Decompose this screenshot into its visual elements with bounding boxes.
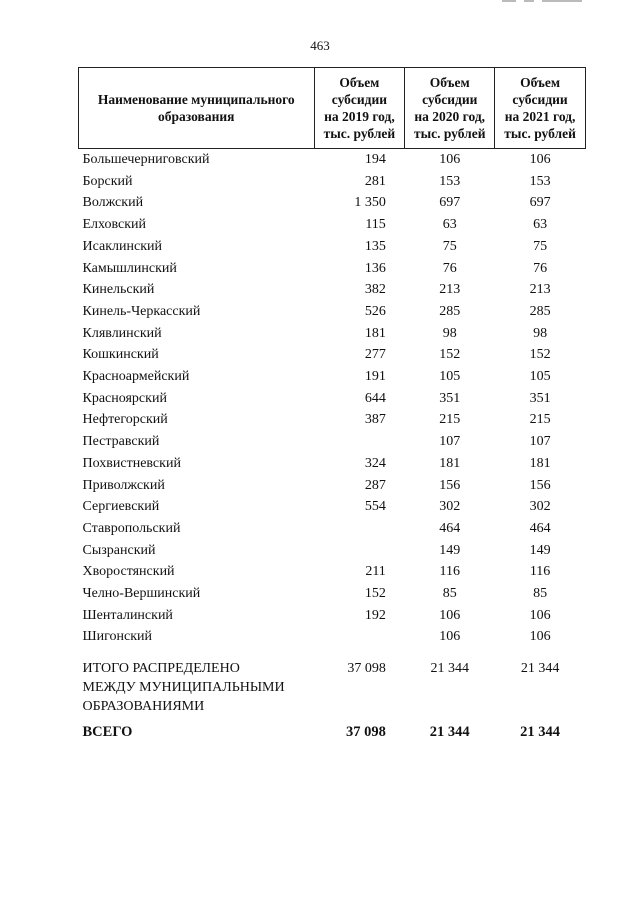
value-2020-cell: 76 [442,260,457,276]
value-2021-cell: 106 [529,629,551,645]
value-2020-cell: 464 [439,520,461,536]
value-2021-cell: 302 [529,499,551,515]
total-2019: 37 098 [345,724,386,741]
value-2019-cell: 181 [364,325,386,341]
table-row [79,258,586,280]
summary-2019: 37 098 [347,661,386,677]
value-2020-cell: 181 [439,455,461,471]
summary-row [79,659,586,717]
value-2019-cell: 324 [364,455,386,471]
table-row [79,475,586,497]
value-2020-cell: 105 [439,369,461,385]
municipality-cell: Челно-Вершинский [82,586,201,602]
value-2019-cell: 281 [364,173,386,189]
value-2021-cell: 63 [533,217,548,233]
value-2019-cell [314,540,405,562]
table-header-row [79,68,586,149]
municipality-cell: Волжский [82,195,144,211]
municipality-cell: Сергиевский [82,499,160,515]
table-row [79,518,586,540]
value-2020-cell: 63 [442,217,457,233]
value-2021-cell: 76 [533,260,548,276]
value-2020-cell: 152 [439,347,461,363]
municipality-cell: Пестравский [82,434,160,450]
value-2019-cell: 644 [364,390,386,406]
spacer-row [79,648,586,659]
value-2021-cell: 98 [533,325,548,341]
value-2020-cell: 149 [439,542,461,558]
table-row [79,236,586,258]
value-2020-cell: 302 [439,499,461,515]
value-2019-cell: 211 [365,564,386,580]
municipality-cell: Исаклинский [82,238,162,254]
table-row [79,171,586,193]
value-2019-cell: 136 [364,260,386,276]
value-2019-cell: 194 [364,152,386,167]
total-label: ВСЕГО [82,724,133,741]
municipality-cell: Приволжский [82,477,165,493]
value-2021-cell: 106 [529,152,551,167]
municipality-cell: Камышлинский [82,260,177,276]
municipality-cell: Нефтегорский [82,412,168,428]
value-2021-cell: 351 [529,390,551,406]
value-2019-cell: 526 [364,303,386,319]
value-2020-cell: 85 [442,586,457,602]
value-2020-cell: 98 [442,325,457,341]
municipality-cell: Кошкинский [82,347,159,363]
value-2021-cell: 106 [529,607,551,623]
value-2021-cell: 156 [529,477,551,493]
value-2020-cell: 351 [439,390,461,406]
value-2021-cell: 152 [529,347,551,363]
municipality-cell: Шигонский [82,629,153,645]
table-row [79,583,586,605]
table-row [79,301,586,323]
table-row [79,431,586,453]
value-2019-cell: 382 [364,282,386,298]
header-2020: Объем субсидии на 2020 год, тыс. рублей [405,68,495,149]
value-2019-cell: 192 [364,607,386,623]
value-2021-cell: 285 [529,303,551,319]
value-2019-cell: 135 [364,238,386,254]
value-2021-cell: 149 [529,542,551,558]
value-2019-cell [314,431,405,453]
value-2020-cell: 156 [439,477,461,493]
value-2019-cell: 277 [364,347,386,363]
municipality-cell: Шенталинский [82,607,173,623]
summary-2021: 21 344 [520,661,560,677]
municipality-cell: Елховский [82,217,147,233]
value-2021-cell: 107 [529,434,551,450]
table-row [79,344,586,366]
total-2021: 21 344 [520,724,560,741]
value-2021-cell: 213 [529,282,551,298]
table-row [79,540,586,562]
value-2021-cell: 105 [529,369,551,385]
value-2020-cell: 107 [439,434,461,450]
value-2019-cell: 1 350 [354,195,386,211]
subsidy-table [78,67,586,747]
table-row [79,366,586,388]
municipality-cell: Ставропольский [82,520,181,536]
municipality-cell: Похвистневский [82,455,181,471]
municipality-cell: Кинельский [82,282,155,298]
table-row [79,409,586,431]
value-2021-cell: 215 [529,412,551,428]
header-municipality: Наименование муниципального образования [79,68,315,149]
value-2020-cell: 106 [439,607,461,623]
table-row [79,561,586,583]
municipality-cell: Сызранский [82,542,156,558]
value-2021-cell: 153 [529,173,551,189]
value-2021-cell: 181 [529,455,551,471]
table-row [79,149,586,171]
table-row [79,626,586,648]
value-2020-cell: 213 [439,282,461,298]
municipality-cell: Кинель-Черкасский [82,303,201,319]
header-2021: Объем субсидии на 2021 год, тыс. рублей [495,68,586,149]
value-2019-cell: 191 [364,369,386,385]
value-2019-cell [314,626,405,648]
value-2020-cell: 285 [439,303,461,319]
value-2020-cell: 116 [439,564,460,580]
table-row [79,388,586,410]
value-2021-cell: 75 [533,238,548,254]
table-row [79,453,586,475]
value-2019-cell: 115 [365,217,386,233]
value-2019-cell: 152 [364,586,386,602]
municipality-cell: Большечерниговский [82,152,210,167]
scan-artifact [502,0,622,2]
value-2020-cell: 697 [439,195,461,211]
value-2021-cell: 464 [529,520,551,536]
municipality-cell: Борский [82,173,133,189]
page-number: 463 [310,38,330,53]
table-row [79,279,586,301]
value-2021-cell: 85 [533,586,548,602]
value-2021-cell: 697 [529,195,551,211]
value-2019-cell [314,518,405,540]
table-row [79,192,586,214]
value-2020-cell: 75 [442,238,457,254]
value-2019-cell: 554 [364,499,386,515]
value-2020-cell: 106 [439,152,461,167]
table-row [79,496,586,518]
table-row [79,323,586,345]
value-2019-cell: 287 [364,477,386,493]
municipality-cell: Красноармейский [82,369,190,385]
header-2019: Объем субсидии на 2019 год, тыс. рублей [314,68,405,149]
summary-label: ИТОГО РАСПРЕДЕЛЕНО МЕЖДУ МУНИЦИПАЛЬНЫМИ ОБРАЗОВАНИЯМИ [82,661,285,715]
table-row [79,214,586,236]
table-row [79,605,586,627]
value-2020-cell: 153 [439,173,461,189]
municipality-cell: Клявлинский [82,325,162,341]
value-2020-cell: 106 [439,629,461,645]
total-2020: 21 344 [429,724,470,741]
municipality-cell: Красноярский [82,390,167,406]
value-2020-cell: 215 [439,412,461,428]
value-2021-cell: 116 [529,564,551,580]
municipality-cell: Хворостянский [82,564,175,580]
total-row [79,717,586,747]
value-2019-cell: 387 [364,412,386,428]
summary-2020: 21 344 [430,661,469,677]
